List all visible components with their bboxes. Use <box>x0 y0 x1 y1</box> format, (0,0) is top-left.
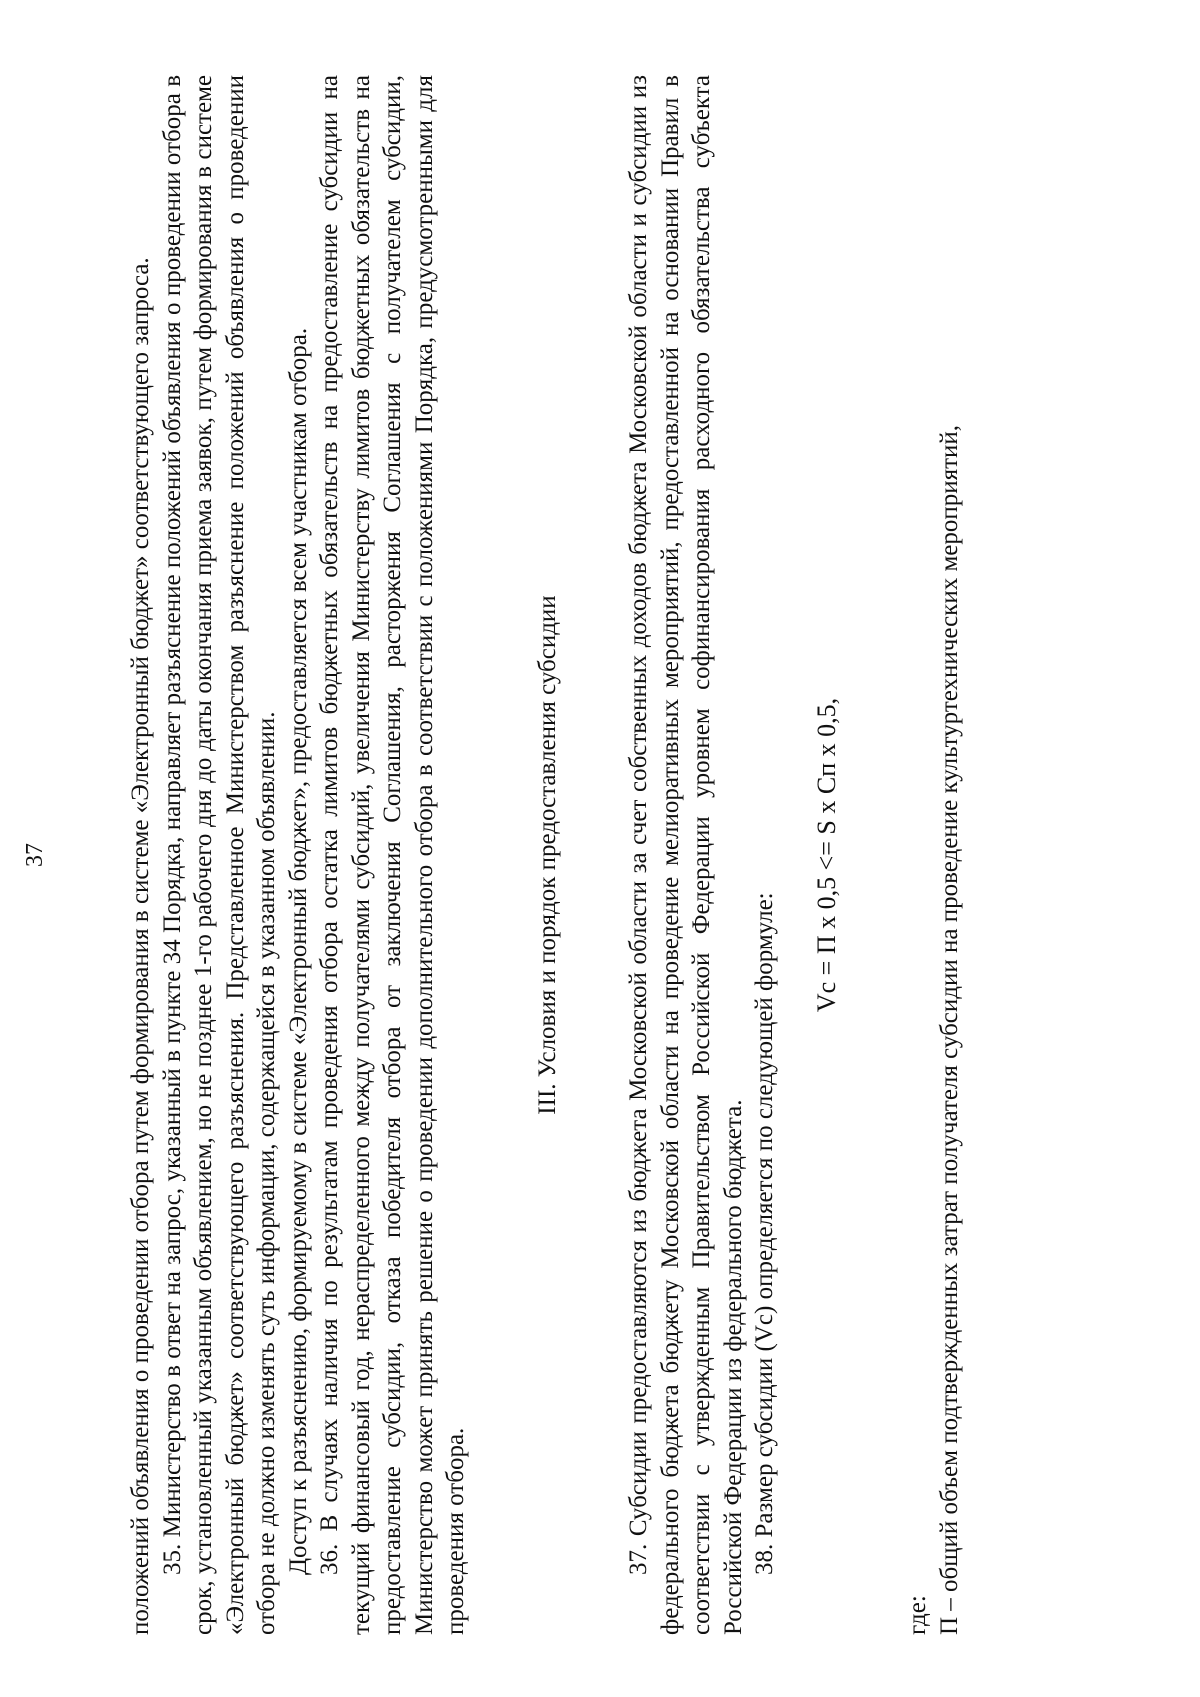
paragraph-35-access: Доступ к разъяснению, формируемому в системе «Электронный бюджет», предоставляется всем участникам отбора. <box>284 327 312 1575</box>
paragraph-38: 38. Размер субсидии (Vс) определяется по следующей формуле: <box>751 892 778 1575</box>
paragraph-36: 36. В случаях наличия по результатам проведения отбора остатка лимитов бюджетных обязательств на предоставление субсидии на текущий финансовый год, нераспределенного между получателями субсидий, увеличения Министерству лимитов бюджетных обязательств на предоставление субсидии, отказа победителя отбора от заключения Соглашения, расторжения Соглашения с получателем субсидии, Министерство может принять решение о проведении дополнительного отбора в соответствии с положениями Порядка, предусмотренными для проведения отбора. <box>316 75 469 1635</box>
page-number: 37 <box>22 843 48 867</box>
spacer <box>842 75 902 1635</box>
paragraph-continuation: положений объявления о проведении отбора путем формирования в системе «Электронный бюджет» соответствующего запроса. <box>127 257 154 1635</box>
rotated-content <box>22 75 975 1635</box>
spacer <box>472 75 532 1635</box>
paragraph-37: 37. Субсидии предоставляются из бюджета Московской области за счет собственных доходов бюджета Московской области и субсидии из федерального бюджета бюджету Московской области на проведение мелиоративных мероприятий, предоставленной на основании Правил в соответствии с утвержденным Правительством Российской Федерации уровнем софинансирования расходного обязательства субъекта Российской Федерации из федерального бюджета. <box>625 75 747 1635</box>
spacer <box>781 75 811 1635</box>
definition-p: П – общий объем подтвержденных затрат получателя субсидии на проведение культуртехнических мероприятий, <box>935 424 963 1635</box>
subsidy-formula: Vс = П х 0,5 <= S х Сп х 0,5, <box>811 697 841 1013</box>
where-label: где: <box>904 1595 931 1635</box>
paragraph-35: 35. Министерство в ответ на запрос, указанный в пункте 34 Порядка, направляет разъяснение положений объявления о проведении отбора в срок, установленный указанным объявлением, но не позднее 1-го рабочего дня до даты окончания приема заявок, путем формирования в системе «Электронный бюджет» соответствующего разъяснения. Представленное Министерством разъяснение положений объявления о проведении отбора не должно изменять суть информации, содержащейся в указанном объявлении. <box>158 75 280 1635</box>
section-heading: III. Условия и порядок предоставления субсидии <box>533 595 561 1115</box>
spacer <box>563 75 623 1635</box>
